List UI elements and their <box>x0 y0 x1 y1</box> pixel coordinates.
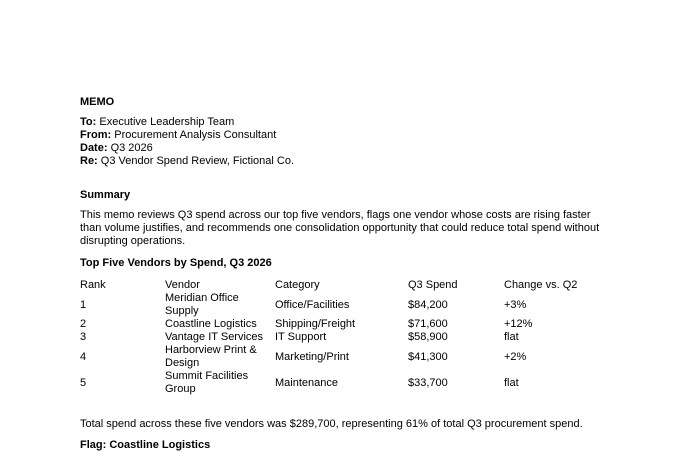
change-cell: +3% <box>504 298 527 311</box>
rank-cell: 5 <box>80 376 87 389</box>
date-label: Date: <box>80 142 108 154</box>
date-value: Q3 2026 <box>110 142 153 154</box>
rank-cell: 3 <box>80 331 87 343</box>
spend-cell: $84,200 <box>408 298 448 311</box>
column-header: Vendor <box>165 278 200 291</box>
subject-value: Q3 Vendor Spend Review, Fictional Co. <box>100 155 295 167</box>
vendor-cell: Harborview Print & Design <box>165 344 257 369</box>
summary-paragraph: This memo reviews Q3 spend across our top five vendors, flags one vendor whose costs are rising faster than volume justifies, and recommends one consolidation opportunity that could reduce total spend without disrupting operations. <box>80 209 600 247</box>
to-value: Executive Leadership Team <box>99 116 235 128</box>
rank-cell: 4 <box>80 350 87 363</box>
date-line <box>80 142 294 155</box>
column-header: Rank <box>80 278 106 291</box>
subject-label: Re: <box>80 155 98 167</box>
category-cell: Maintenance <box>275 376 338 389</box>
column-header: Category <box>275 278 320 291</box>
memo-title: MEMO <box>80 96 115 108</box>
column-header: Change vs. Q2 <box>504 278 578 291</box>
table-row <box>80 370 600 396</box>
spend-cell: $41,300 <box>408 350 448 363</box>
spend-cell: $71,600 <box>408 318 448 330</box>
table-header-row <box>80 278 600 292</box>
change-cell: flat <box>504 376 519 389</box>
flag-heading: Flag: Coastline Logistics <box>80 439 211 451</box>
category-cell: IT Support <box>275 331 327 343</box>
vendor-cell: Vantage IT Services <box>165 331 264 343</box>
from-label: From: <box>80 129 112 141</box>
change-cell: +2% <box>504 350 527 363</box>
spend-cell: $33,700 <box>408 376 448 389</box>
table-row <box>80 331 600 344</box>
spend-cell: $58,900 <box>408 331 448 343</box>
column-header: Q3 Spend <box>408 278 458 291</box>
table-row <box>80 292 600 318</box>
table-row <box>80 344 600 370</box>
change-cell: flat <box>504 331 519 343</box>
vendor-cell: Summit Facilities Group <box>165 370 249 395</box>
vendor-cell: Meridian Office Supply <box>165 292 239 317</box>
category-cell: Office/Facilities <box>275 298 350 311</box>
from-value: Procurement Analysis Consultant <box>114 129 277 141</box>
from-line <box>80 129 294 142</box>
table-row <box>80 318 600 331</box>
vendor-table-heading: Top Five Vendors by Spend, Q3 2026 <box>80 257 272 269</box>
rank-cell: 2 <box>80 318 87 330</box>
change-cell: +12% <box>504 318 533 330</box>
vendor-cell: Coastline Logistics <box>165 318 257 330</box>
vendor-table <box>80 278 600 396</box>
category-cell: Marketing/Print <box>275 350 349 363</box>
subject-line <box>80 155 294 168</box>
to-label: To: <box>80 116 97 128</box>
to-line <box>80 116 294 129</box>
summary-heading: Summary <box>80 189 131 201</box>
total-spend-statement: Total spend across these five vendors was $289,700, representing 61% of total Q3 procurement spend. <box>80 418 583 430</box>
memo-header <box>80 116 294 168</box>
rank-cell: 1 <box>80 298 87 311</box>
category-cell: Shipping/Freight <box>275 318 356 330</box>
